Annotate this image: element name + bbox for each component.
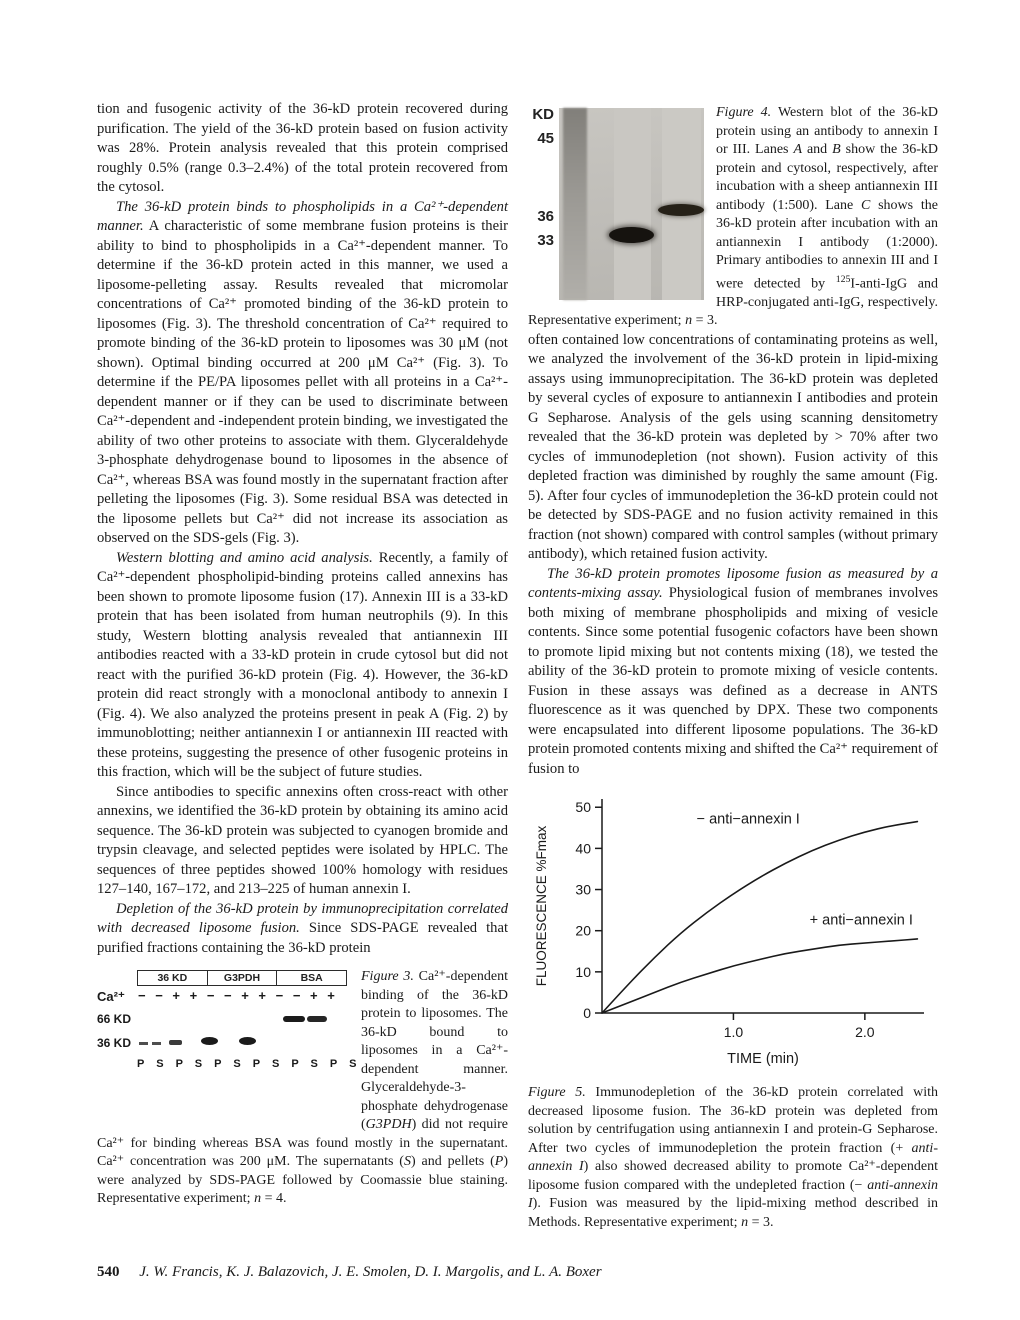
svg-text:2.0: 2.0 <box>855 1024 875 1041</box>
gel-band <box>139 1042 148 1045</box>
svg-text:− anti−annexin I: − anti−annexin I <box>696 811 800 828</box>
gel-band <box>307 1016 327 1022</box>
mw-label-33: 33 <box>537 232 554 249</box>
gel-column-headers <box>137 970 347 986</box>
blot-lane-b <box>614 108 651 300</box>
gel-band <box>283 1016 305 1022</box>
svg-text:40: 40 <box>575 840 591 857</box>
svg-text:FLUORESCENCE %Fmax: FLUORESCENCE %Fmax <box>534 825 549 987</box>
figure3-gel-image <box>97 970 358 1082</box>
body-paragraph: The 36-kD protein promotes liposome fusion as measured by a contents-mixing assay. Physiological fusion of membranes involves both mixing of membrane phospholipids and mixing of vesicle contents. Since some potential fusogenic cofactors have been shown to promote lipid mixing but not contents mixing (18), we tested the ability of the 36-kD protein to promote mixing of vesicle contents. Fusion in these assays was defined as a decrease in ANTS fluorescence as it was quenched by DPX. These two components were encapsulated into different liposome populations. The 36-kD protein promoted contents mixing and shifted the Ca²⁺ requirement of fusion to <box>528 565 938 777</box>
svg-text:50: 50 <box>575 799 591 816</box>
gel-lane-labels: P S P S P S P S P S P S <box>137 1058 358 1070</box>
figure-4 <box>528 104 938 331</box>
body-paragraph: Western blotting and amino acid analysis. Recently, a family of Ca²⁺-dependent phospholipid-binding proteins called annexins has been shown to promote liposome fusion (17). Annexin III is a 33-kD protein that has been isolated from human neutrophils (9). In this study, Western blotting analysis revealed that antiannexin III antibodies reacted with a 33-kD protein in crude cytosol but did not react with the purified 36-kD protein (Fig. 4). However, the 36-kD protein did react strongly with a monoclonal antibody to annexin I (Fig. 4). We also analyzed the proteins present in peak A (Fig. 2) by immunoblotting; neither antiannexin I or antiannexin III reacted with these proteins, suggesting the presence of other fusogenic proteins in this fraction, which will be the subject of future studies. <box>97 549 508 780</box>
mw-label-45: 45 <box>537 130 554 147</box>
mw-label-36: 36 <box>537 208 554 225</box>
gel-ca-label: Ca²⁺ <box>97 989 125 1004</box>
figure3-caption: Figure 3. Ca²⁺-dependent binding of the 36-kD protein to liposomes. The 36-kD bound to liposomes in a Ca²⁺-dependent manner. Glyceraldehyde-3-phosphate dehydrogenase (G3PDH) did not require Ca²⁺ for binding whereas BSA was found mostly in the supernatant. Ca²⁺ concentration was 200 μM. The supernatants (S) and pellets (P) were analyzed by SDS-PAGE followed by Coomassie blue staining. Representative experiment; n = 4. <box>97 969 508 1206</box>
footer-authors: J. W. Francis, K. J. Balazovich, J. E. Smolen, D. I. Margolis, and L. A. Boxer <box>139 1264 602 1280</box>
blot-lane-a <box>563 108 587 300</box>
svg-text:TIME (min): TIME (min) <box>727 1051 799 1068</box>
body-paragraph: tion and fusogenic activity of the 36-kD protein recovered during purification. The yield of the 36-kD protein based on fusion activity was 28%. Protein analysis revealed that this protein comprised roughly 0.5% (range 0.3–2.4%) of the total protein recovered from the cytosol. <box>97 101 508 195</box>
gel-ca-signs: − − + + − − + + − − + + <box>138 988 335 1003</box>
page-number: 540 <box>97 1264 120 1280</box>
figure4-blot-image <box>528 106 706 302</box>
svg-text:20: 20 <box>575 922 591 939</box>
gel-header-36kd: 36 KD <box>157 972 188 984</box>
gel-band <box>201 1037 218 1045</box>
western-blot-membrane <box>559 108 704 300</box>
gel-66kd-label: 66 KD <box>97 1012 132 1026</box>
gel-band <box>169 1040 182 1045</box>
svg-text:0: 0 <box>583 1005 591 1022</box>
page-footer <box>97 1264 602 1281</box>
svg-text:1.0: 1.0 <box>723 1024 744 1041</box>
gel-band <box>152 1042 161 1045</box>
blot-band-36kd <box>658 204 704 216</box>
figure5-caption: Figure 5. Immunodepletion of the 36-kD protein correlated with decreased liposome fusion. The 36-kD protein was depleted from solution by centrifugation using antiannexin I and protein-G Sepharose. After two cycles of immunodepletion the protein fraction (+ anti-annexin I) also showed decreased ability to promote Ca²⁺-dependent liposome fusion compared with the undepleted fraction (− anti-annexin I). Fusion was measured by the lipid-mixing method described in Methods. Representative experiment; n = 3. <box>528 1085 938 1230</box>
gel-36kd-label: 36 KD <box>97 1036 132 1050</box>
figure-3 <box>97 968 508 1209</box>
gel-header-g3pdh: G3PDH <box>207 971 277 985</box>
fluorescence-line-chart <box>528 783 938 1073</box>
svg-text:30: 30 <box>575 881 591 898</box>
blot-band-33kd <box>609 227 654 243</box>
body-paragraph: Depletion of the 36-kD protein by immunoprecipitation correlated with decreased liposome fusion. Since SDS-PAGE revealed that purified fractions containing the 36-kD protein <box>97 900 509 956</box>
figure4-caption: Figure 4. Western blot of the 36-kD protein using an antibody to annexin I or III. Lanes A and B show the 36-kD protein and cytosol, respectively, after incubation with a sheep antiannexin III antibody (1:500). Lane C shows the 36-kD protein after incubation with an antiannexin I antibody (1:2000). Primary antibodies to annexin III and I were detected by $^{125}$I-anti-IgG and HRP-conjugated anti-IgG, respectively. Representative experiment; n = 3. <box>528 105 939 329</box>
body-paragraph: The 36-kD protein binds to phospholipids in a Ca²⁺-dependent manner. A characteristic of some membrane fusion proteins is their ability to bind to phospholipids in a Ca²⁺-dependent manner. To determine if the 36-kD protein acted in this manner, we used a liposome-pelleting assay. Results revealed that micromolar concentrations of Ca²⁺ promoted binding of the 36-kD protein to liposomes (Fig. 3). The threshold concentration of Ca²⁺ required to promote binding of the 36-kD protein to liposomes was 30 μM (not shown). Optimal binding occurred at 200 μM Ca²⁺ (Fig. 3). To determine if the PE/PA liposomes pellet with all proteins in a Ca²⁺-dependent manner or if they can be used to discriminate between Ca²⁺-dependent and -independent protein binding, we investigated the ability of two other proteins to associate with them. Glyceraldehyde 3-phosphate dehydrogenase bound to liposomes in the absence of Ca²⁺, whereas BSA was found mostly in the supernatant fraction after pelleting the liposomes (Fig. 3). Some residual BSA was detected in the liposome pellets but Ca²⁺ did not increase its association as observed on the SDS-gels (Fig. 3). <box>97 198 508 546</box>
gel-header-bsa: BSA <box>276 971 346 985</box>
gel-band <box>239 1037 256 1045</box>
right-column <box>528 104 938 1232</box>
left-column <box>97 100 508 1209</box>
svg-text:+ anti−annexin I: + anti−annexin I <box>809 912 913 929</box>
figure5-chart <box>528 783 938 1078</box>
body-paragraph: Since antibodies to specific annexins often cross-react with other annexins, we identified the 36-kD protein by obtaining its amino acid sequence. The 36-kD protein was subjected to cyanogen bromide and trypsin cleavage, and selected peptides were isolated by HPLC. The sequences of three peptides showed 100% homology with residues 127–140, 167–172, and 213–225 of human annexin I. <box>97 783 508 897</box>
svg-text:10: 10 <box>575 964 591 981</box>
body-paragraph: often contained low concentrations of contaminating proteins as well, we analyzed the involvement of the 36-kD protein in lipid-mixing assays using immunoprecipitation. The 36-kD protein was depleted by several cycles of exposure to antiannexin I antibodies and protein G Sepharose. Analysis of the gels using scanning densitometry revealed that the 36-kD protein was depleted by > 70% after two cycles of immunodepletion (not shown). Fusion activity of this depleted fraction was diminished by roughly the same amount (Fig. 5). After four cycles of immunodepletion the 36-kD protein could not be detected by SDS-PAGE and no fusion activity remained in this fraction (not shown) compared with control samples (without primary antibody), which retained fusion activity. <box>528 331 938 563</box>
mw-label-kd: KD <box>532 106 554 123</box>
